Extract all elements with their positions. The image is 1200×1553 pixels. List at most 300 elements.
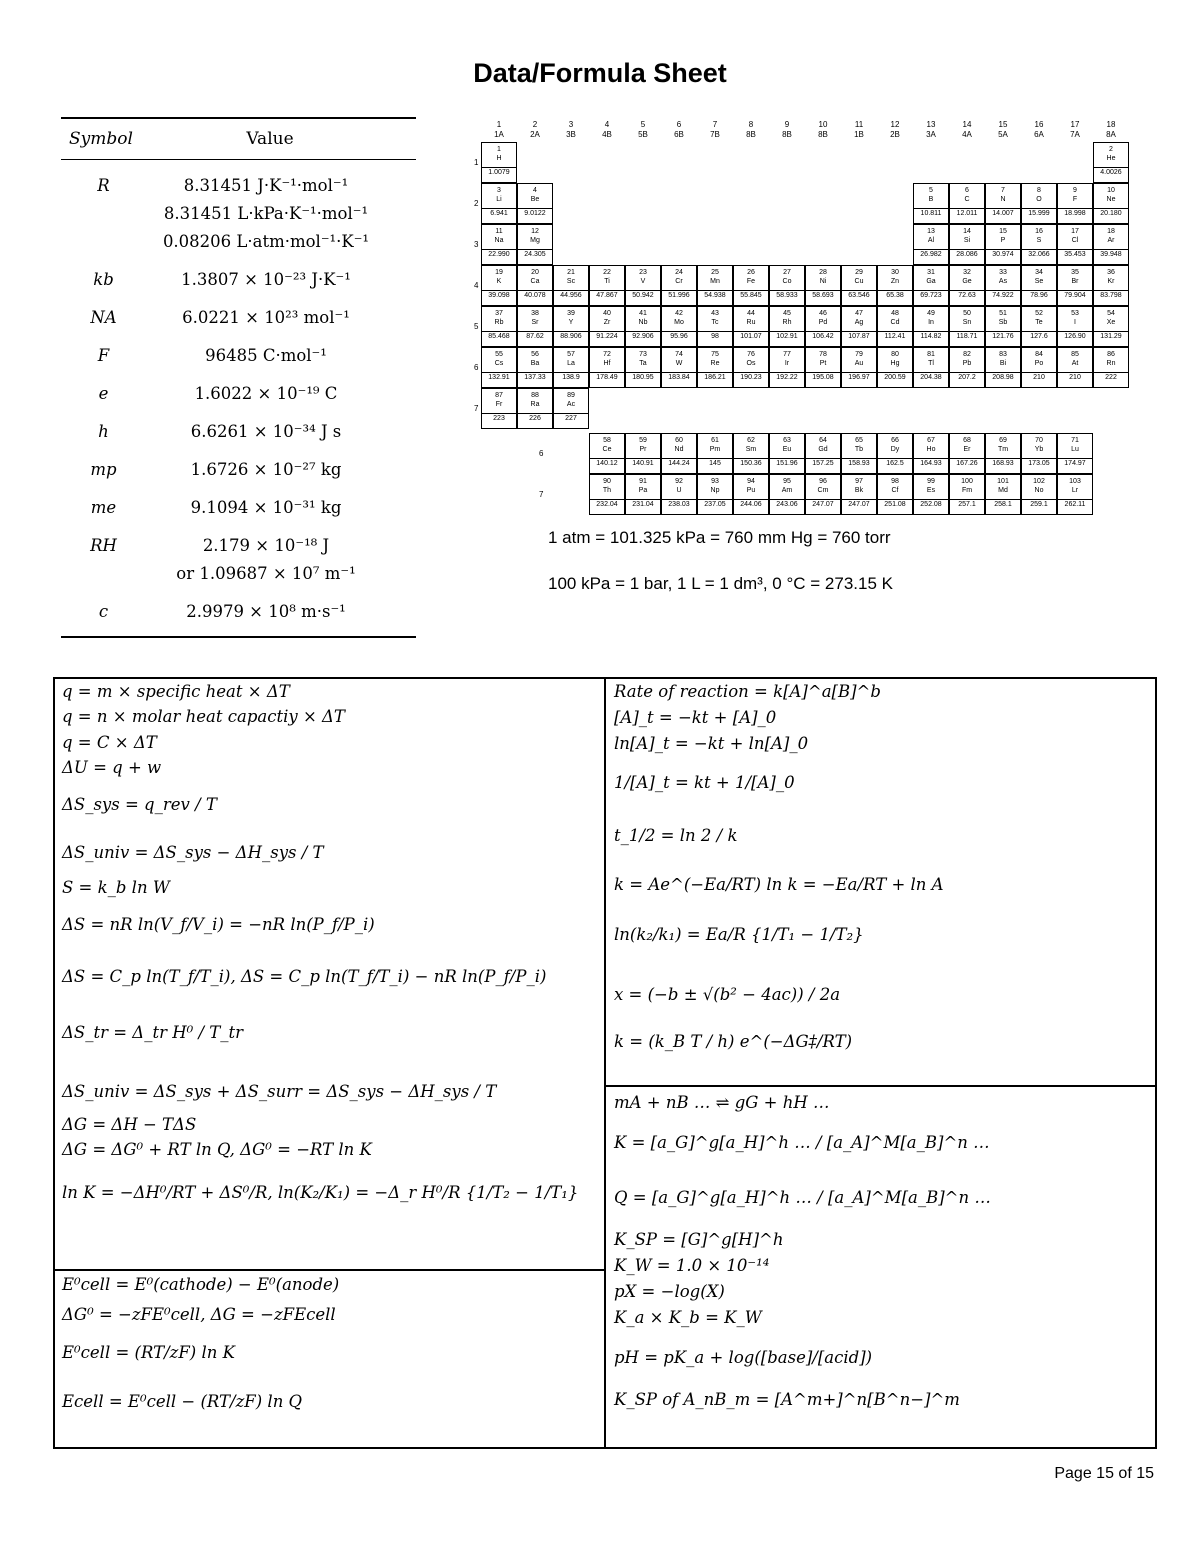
page-title: Data/Formula Sheet bbox=[473, 58, 727, 88]
element-symbol: Ce bbox=[602, 446, 612, 453]
atomic-mass: 207.2 bbox=[950, 372, 984, 382]
atomic-number: 68 bbox=[963, 437, 971, 444]
atomic-mass: 65.38 bbox=[878, 290, 912, 300]
atomic-mass: 55.845 bbox=[734, 290, 768, 300]
constant-row bbox=[61, 456, 416, 484]
atomic-mass: 106.42 bbox=[806, 331, 840, 341]
atomic-mass: 72.63 bbox=[950, 290, 984, 300]
atomic-mass: 126.90 bbox=[1058, 331, 1092, 341]
electro-eq-2: ΔG⁰ = −zFE⁰cell, ΔG = −zFEcell bbox=[62, 1305, 336, 1324]
element-cell bbox=[517, 224, 553, 265]
atomic-number: 49 bbox=[927, 310, 935, 317]
electro-eq-1: E⁰cell = E⁰(cathode) − E⁰(anode) bbox=[62, 1275, 340, 1294]
element-cell bbox=[1093, 183, 1129, 224]
atomic-number: 22 bbox=[603, 269, 611, 276]
element-cell bbox=[877, 265, 913, 306]
atomic-number: 73 bbox=[639, 351, 647, 358]
kinetics-eq-1: Rate of reaction = k[A]^a[B]^b bbox=[614, 682, 881, 701]
atomic-mass: 259.1 bbox=[1022, 499, 1056, 509]
element-cell bbox=[625, 433, 661, 474]
thermo-eq-1: q = m × specific heat × ΔT bbox=[62, 682, 290, 701]
atomic-mass: 4.0026 bbox=[1094, 167, 1128, 177]
atomic-number: 103 bbox=[1069, 478, 1081, 485]
atomic-number: 71 bbox=[1071, 437, 1079, 444]
atomic-number: 32 bbox=[963, 269, 971, 276]
atomic-number: 41 bbox=[639, 310, 647, 317]
element-symbol: Ru bbox=[746, 319, 756, 326]
atomic-number: 7 bbox=[1001, 187, 1005, 194]
thermo-eq-9: ΔS = C_p ln(T_f/T_i), ΔS = C_p ln(T_f/T_i) − nR ln(P_f/P_i) bbox=[62, 967, 547, 986]
constant-symbol: h bbox=[98, 422, 109, 441]
electro-eq-4: Ecell = E⁰cell − (RT/zF) ln Q bbox=[62, 1392, 303, 1411]
element-cell bbox=[481, 183, 517, 224]
element-cell bbox=[913, 183, 949, 224]
element-cell bbox=[769, 306, 805, 347]
atomic-number: 44 bbox=[747, 310, 755, 317]
atomic-mass: 208.98 bbox=[986, 372, 1020, 382]
atomic-mass: 40.078 bbox=[518, 290, 552, 300]
element-cell bbox=[697, 474, 733, 515]
group-code: 1B bbox=[854, 130, 864, 139]
atomic-mass: 186.21 bbox=[698, 372, 732, 382]
atomic-number: 43 bbox=[711, 310, 719, 317]
element-symbol: Tl bbox=[928, 360, 934, 367]
element-symbol: B bbox=[928, 196, 934, 203]
atomic-mass: 252.08 bbox=[914, 499, 948, 509]
element-symbol: W bbox=[675, 360, 683, 367]
group-code: 5B bbox=[638, 130, 648, 139]
atomic-mass: 12.011 bbox=[950, 208, 984, 218]
element-symbol: In bbox=[928, 319, 934, 326]
element-cell bbox=[1021, 347, 1057, 388]
element-cell bbox=[625, 306, 661, 347]
constant-row bbox=[61, 304, 416, 332]
group-label bbox=[769, 120, 805, 140]
atomic-mass: 118.71 bbox=[950, 331, 984, 341]
atomic-number: 54 bbox=[1107, 310, 1115, 317]
element-cell bbox=[481, 224, 517, 265]
group-number: 11 bbox=[854, 120, 864, 129]
thermo-eq-3: q = C × ΔT bbox=[62, 733, 157, 752]
atomic-number: 88 bbox=[531, 392, 539, 399]
element-symbol: Se bbox=[1034, 278, 1044, 285]
equil-eq-4: K_SP = [G]^g[H]^h bbox=[614, 1230, 784, 1249]
atomic-number: 16 bbox=[1035, 228, 1043, 235]
element-cell bbox=[805, 474, 841, 515]
element-cell bbox=[949, 183, 985, 224]
atomic-mass: 151.96 bbox=[770, 458, 804, 468]
group-code: 8B bbox=[746, 130, 756, 139]
kinetics-eq-4: 1/[A]_t = kt + 1/[A]_0 bbox=[614, 773, 795, 792]
constant-value bbox=[146, 494, 416, 522]
group-number: 14 bbox=[962, 120, 972, 129]
element-symbol: Bi bbox=[999, 360, 1007, 367]
atomic-mass: 226 bbox=[518, 413, 552, 423]
atomic-number: 6 bbox=[965, 187, 969, 194]
atomic-number: 89 bbox=[567, 392, 575, 399]
atomic-mass: 121.76 bbox=[986, 331, 1020, 341]
element-cell bbox=[769, 433, 805, 474]
atomic-number: 5 bbox=[929, 187, 933, 194]
element-symbol: Pd bbox=[818, 319, 828, 326]
element-cell bbox=[1093, 142, 1129, 183]
element-symbol: Be bbox=[530, 196, 540, 203]
atomic-number: 76 bbox=[747, 351, 755, 358]
group-number: 18 bbox=[1106, 120, 1116, 129]
atomic-number: 82 bbox=[963, 351, 971, 358]
element-symbol: Ne bbox=[1106, 196, 1116, 203]
element-symbol: As bbox=[998, 278, 1008, 285]
atomic-mass: 39.098 bbox=[482, 290, 516, 300]
element-symbol: C bbox=[964, 196, 970, 203]
element-symbol: Cs bbox=[494, 360, 504, 367]
atomic-number: 59 bbox=[639, 437, 647, 444]
atomic-mass: 174.97 bbox=[1058, 458, 1092, 468]
element-symbol: Rh bbox=[782, 319, 792, 326]
element-symbol: Nd bbox=[674, 446, 684, 453]
element-cell bbox=[985, 347, 1021, 388]
element-cell bbox=[733, 265, 769, 306]
element-symbol: Tc bbox=[711, 319, 719, 326]
atomic-number: 72 bbox=[603, 351, 611, 358]
group-code: 1A bbox=[494, 130, 504, 139]
atomic-number: 70 bbox=[1035, 437, 1043, 444]
group-number: 6 bbox=[676, 120, 682, 129]
constant-symbol: R bbox=[97, 176, 110, 195]
element-symbol: Am bbox=[781, 487, 793, 494]
atomic-number: 95 bbox=[783, 478, 791, 485]
element-cell bbox=[1021, 433, 1057, 474]
atomic-mass: 140.12 bbox=[590, 458, 624, 468]
element-symbol: Cl bbox=[1071, 237, 1079, 244]
thermo-eq-8: ΔS = nR ln(V_f/V_i) = −nR ln(P_f/P_i) bbox=[62, 915, 375, 934]
atomic-number: 39 bbox=[567, 310, 575, 317]
atomic-mass: 196.97 bbox=[842, 372, 876, 382]
atomic-number: 35 bbox=[1071, 269, 1079, 276]
constant-value-line: 6.6261 × 10⁻³⁴ J s bbox=[190, 422, 342, 441]
atomic-mass: 18.998 bbox=[1058, 208, 1092, 218]
equil-eq-8: pH = pK_a + log([base]/[acid]) bbox=[614, 1348, 873, 1367]
element-symbol: Ta bbox=[639, 360, 647, 367]
element-symbol: P bbox=[1000, 237, 1006, 244]
period-label: 3 bbox=[474, 240, 479, 249]
constant-row bbox=[61, 598, 416, 626]
group-number: 3 bbox=[568, 120, 574, 129]
atomic-number: 45 bbox=[783, 310, 791, 317]
atomic-mass: 28.086 bbox=[950, 249, 984, 259]
equil-eq-7: K_a × K_b = K_W bbox=[614, 1308, 762, 1327]
element-cell bbox=[1057, 433, 1093, 474]
element-cell bbox=[697, 347, 733, 388]
group-code: 7A bbox=[1070, 130, 1080, 139]
element-cell bbox=[1057, 224, 1093, 265]
atomic-mass: 140.91 bbox=[626, 458, 660, 468]
element-cell bbox=[949, 306, 985, 347]
equil-eq-6: pX = −log(X) bbox=[614, 1282, 725, 1301]
atomic-mass: 190.23 bbox=[734, 372, 768, 382]
constant-symbol: e bbox=[98, 384, 109, 403]
element-cell bbox=[985, 474, 1021, 515]
element-symbol: Si bbox=[963, 237, 971, 244]
constant-row bbox=[61, 532, 416, 588]
atomic-number: 52 bbox=[1035, 310, 1043, 317]
atomic-mass: 91.224 bbox=[590, 331, 624, 341]
period-label: 2 bbox=[474, 199, 479, 208]
constant-symbol: mp bbox=[90, 460, 117, 479]
atomic-number: 4 bbox=[533, 187, 537, 194]
group-code: 8A bbox=[1106, 130, 1116, 139]
series-label: 7 bbox=[539, 490, 544, 499]
element-symbol: Sc bbox=[566, 278, 576, 285]
element-symbol: Eu bbox=[782, 446, 792, 453]
kinetics-eq-7: ln(k₂/k₁) = Ea/R {1/T₁ − 1/T₂} bbox=[614, 925, 864, 944]
atomic-mass: 85.468 bbox=[482, 331, 516, 341]
atomic-number: 92 bbox=[675, 478, 683, 485]
element-cell bbox=[481, 265, 517, 306]
atomic-number: 18 bbox=[1107, 228, 1115, 235]
constant-value-line: 9.1094 × 10⁻³¹ kg bbox=[190, 498, 342, 517]
element-cell bbox=[841, 474, 877, 515]
constant-value-line: 1.6726 × 10⁻²⁷ kg bbox=[190, 460, 342, 479]
period-label: 5 bbox=[474, 322, 479, 331]
atomic-number: 65 bbox=[855, 437, 863, 444]
group-code: 3A bbox=[926, 130, 936, 139]
atomic-mass: 192.22 bbox=[770, 372, 804, 382]
atomic-mass: 47.867 bbox=[590, 290, 624, 300]
atomic-mass: 10.811 bbox=[914, 208, 948, 218]
group-number: 5 bbox=[640, 120, 646, 129]
atomic-number: 93 bbox=[711, 478, 719, 485]
atomic-mass: 30.974 bbox=[986, 249, 1020, 259]
atomic-number: 33 bbox=[999, 269, 1007, 276]
atomic-mass: 9.0122 bbox=[518, 208, 552, 218]
element-cell bbox=[481, 388, 517, 429]
atomic-mass: 87.62 bbox=[518, 331, 552, 341]
constant-value-line: 6.0221 × 10²³ mol⁻¹ bbox=[182, 308, 350, 327]
group-label bbox=[805, 120, 841, 140]
constant-value bbox=[146, 342, 416, 370]
atomic-mass: 32.066 bbox=[1022, 249, 1056, 259]
element-cell bbox=[481, 142, 517, 183]
element-cell bbox=[949, 224, 985, 265]
atomic-number: 40 bbox=[603, 310, 611, 317]
atomic-mass: 257.1 bbox=[950, 499, 984, 509]
constant-value-line: 1.6022 × 10⁻¹⁹ C bbox=[194, 384, 338, 403]
period-label: 4 bbox=[474, 281, 479, 290]
constant-value bbox=[146, 418, 416, 446]
constant-symbol: RH bbox=[90, 536, 117, 555]
element-cell bbox=[877, 433, 913, 474]
atomic-number: 74 bbox=[675, 351, 683, 358]
element-symbol: Zr bbox=[603, 319, 611, 326]
constant-symbol: F bbox=[97, 346, 110, 365]
atomic-number: 14 bbox=[963, 228, 971, 235]
group-label bbox=[625, 120, 661, 140]
element-cell bbox=[517, 183, 553, 224]
atomic-number: 97 bbox=[855, 478, 863, 485]
atomic-mass: 58.693 bbox=[806, 290, 840, 300]
element-symbol: Xe bbox=[1106, 319, 1116, 326]
atomic-mass: 63.546 bbox=[842, 290, 876, 300]
thermo-eq-2: q = n × molar heat capactiy × ΔT bbox=[62, 707, 345, 726]
element-symbol: Sb bbox=[998, 319, 1008, 326]
group-code: 8B bbox=[818, 130, 828, 139]
element-cell bbox=[1093, 224, 1129, 265]
element-symbol: S bbox=[1036, 237, 1042, 244]
element-cell bbox=[913, 265, 949, 306]
group-label bbox=[517, 120, 553, 140]
atomic-mass: 44.956 bbox=[554, 290, 588, 300]
element-cell bbox=[1057, 183, 1093, 224]
atomic-mass: 167.26 bbox=[950, 458, 984, 468]
atomic-number: 80 bbox=[891, 351, 899, 358]
atomic-mass: 26.982 bbox=[914, 249, 948, 259]
constant-row bbox=[61, 172, 416, 256]
atomic-number: 53 bbox=[1071, 310, 1079, 317]
element-cell bbox=[733, 433, 769, 474]
atomic-mass: 227 bbox=[554, 413, 588, 423]
element-symbol: Y bbox=[568, 319, 574, 326]
group-number: 15 bbox=[998, 120, 1008, 129]
atomic-mass: 210 bbox=[1022, 372, 1056, 382]
atomic-mass: 22.990 bbox=[482, 249, 516, 259]
constants-header bbox=[61, 119, 416, 160]
constant-value bbox=[146, 380, 416, 408]
element-cell bbox=[877, 347, 913, 388]
atomic-mass: 251.08 bbox=[878, 499, 912, 509]
constant-value-line: 8.31451 J·K⁻¹·mol⁻¹ bbox=[183, 176, 349, 195]
atomic-number: 24 bbox=[675, 269, 683, 276]
element-cell bbox=[517, 347, 553, 388]
element-symbol: Cm bbox=[817, 487, 829, 494]
element-symbol: Ti bbox=[604, 278, 610, 285]
element-symbol: Te bbox=[1035, 319, 1043, 326]
atomic-mass: 237.05 bbox=[698, 499, 732, 509]
atomic-mass: 158.93 bbox=[842, 458, 876, 468]
atomic-mass: 24.305 bbox=[518, 249, 552, 259]
constant-value-line: 96485 C·mol⁻¹ bbox=[205, 346, 327, 365]
element-symbol: No bbox=[1034, 487, 1044, 494]
group-label bbox=[877, 120, 913, 140]
element-symbol: Lr bbox=[1071, 487, 1079, 494]
period-label: 1 bbox=[474, 158, 479, 167]
constant-value-line: 0.08206 L·atm·mol⁻¹·K⁻¹ bbox=[162, 232, 370, 251]
constant-value bbox=[146, 456, 416, 484]
element-symbol: Hf bbox=[603, 360, 611, 367]
atomic-mass: 69.723 bbox=[914, 290, 948, 300]
group-label bbox=[697, 120, 733, 140]
constant-row bbox=[61, 266, 416, 294]
atomic-number: 21 bbox=[567, 269, 575, 276]
element-symbol: Au bbox=[854, 360, 864, 367]
element-cell bbox=[985, 433, 1021, 474]
element-symbol: V bbox=[640, 278, 646, 285]
element-symbol: Pt bbox=[819, 360, 827, 367]
element-cell bbox=[841, 306, 877, 347]
atomic-number: 10 bbox=[1107, 187, 1115, 194]
atomic-number: 77 bbox=[783, 351, 791, 358]
atomic-number: 37 bbox=[495, 310, 503, 317]
atomic-mass: 107.87 bbox=[842, 331, 876, 341]
group-code: 6B bbox=[674, 130, 684, 139]
periodic-table bbox=[470, 118, 1140, 550]
element-symbol: Pb bbox=[962, 360, 972, 367]
group-label bbox=[985, 120, 1021, 140]
element-symbol: Th bbox=[602, 487, 612, 494]
element-symbol: Ra bbox=[530, 401, 540, 408]
atomic-number: 69 bbox=[999, 437, 1007, 444]
constant-value bbox=[146, 266, 416, 294]
element-symbol: Np bbox=[710, 487, 720, 494]
atomic-mass: 102.91 bbox=[770, 331, 804, 341]
atomic-number: 57 bbox=[567, 351, 575, 358]
atomic-mass: 164.93 bbox=[914, 458, 948, 468]
element-cell bbox=[769, 265, 805, 306]
element-cell bbox=[913, 474, 949, 515]
atomic-number: 63 bbox=[783, 437, 791, 444]
atomic-number: 26 bbox=[747, 269, 755, 276]
element-symbol: Cd bbox=[890, 319, 900, 326]
element-symbol: Ho bbox=[926, 446, 936, 453]
element-symbol: Ge bbox=[962, 278, 972, 285]
units-note: 100 kPa = 1 bar, 1 L = 1 dm³, 0 °C = 273.15 K bbox=[548, 574, 893, 593]
group-label bbox=[949, 120, 985, 140]
element-cell bbox=[481, 306, 517, 347]
element-symbol: Er bbox=[963, 446, 971, 453]
group-label bbox=[589, 120, 625, 140]
atomic-mass: 114.82 bbox=[914, 331, 948, 341]
atomic-mass: 200.59 bbox=[878, 372, 912, 382]
atomic-mass: 137.33 bbox=[518, 372, 552, 382]
group-number: 7 bbox=[712, 120, 718, 129]
group-code: 5A bbox=[998, 130, 1008, 139]
element-cell bbox=[553, 388, 589, 429]
atomic-number: 55 bbox=[495, 351, 503, 358]
constant-symbol: kb bbox=[93, 270, 114, 289]
element-symbol: Nb bbox=[638, 319, 648, 326]
atomic-number: 3 bbox=[497, 187, 501, 194]
equil-eq-3: Q = [a_G]^g[a_H]^h … / [a_A]^M[a_B]^n … bbox=[614, 1188, 991, 1207]
constant-value-line: 2.179 × 10⁻¹⁸ J bbox=[202, 536, 330, 555]
atomic-mass: 98 bbox=[698, 331, 732, 341]
group-label bbox=[1057, 120, 1093, 140]
group-number: 13 bbox=[926, 120, 936, 129]
atomic-number: 50 bbox=[963, 310, 971, 317]
constant-value bbox=[146, 598, 416, 626]
constant-value bbox=[146, 172, 416, 256]
atomic-mass: 20.180 bbox=[1094, 208, 1128, 218]
atomic-mass: 39.948 bbox=[1094, 249, 1128, 259]
atomic-mass: 183.84 bbox=[662, 372, 696, 382]
element-cell bbox=[661, 474, 697, 515]
element-cell bbox=[949, 347, 985, 388]
atomic-number: 83 bbox=[999, 351, 1007, 358]
constant-value-line: 8.31451 L·kPa·K⁻¹·mol⁻¹ bbox=[163, 204, 369, 223]
group-number: 2 bbox=[532, 120, 538, 129]
group-label bbox=[733, 120, 769, 140]
atomic-mass: 150.36 bbox=[734, 458, 768, 468]
group-number: 12 bbox=[890, 120, 900, 129]
equil-eq-5: K_W = 1.0 × 10⁻¹⁴ bbox=[614, 1256, 770, 1275]
atomic-number: 85 bbox=[1071, 351, 1079, 358]
element-symbol: Bk bbox=[854, 487, 864, 494]
atomic-mass: 132.91 bbox=[482, 372, 516, 382]
element-symbol: Lu bbox=[1071, 446, 1079, 453]
element-cell bbox=[589, 306, 625, 347]
element-cell bbox=[481, 347, 517, 388]
atomic-mass: 101.07 bbox=[734, 331, 768, 341]
element-cell bbox=[1057, 265, 1093, 306]
